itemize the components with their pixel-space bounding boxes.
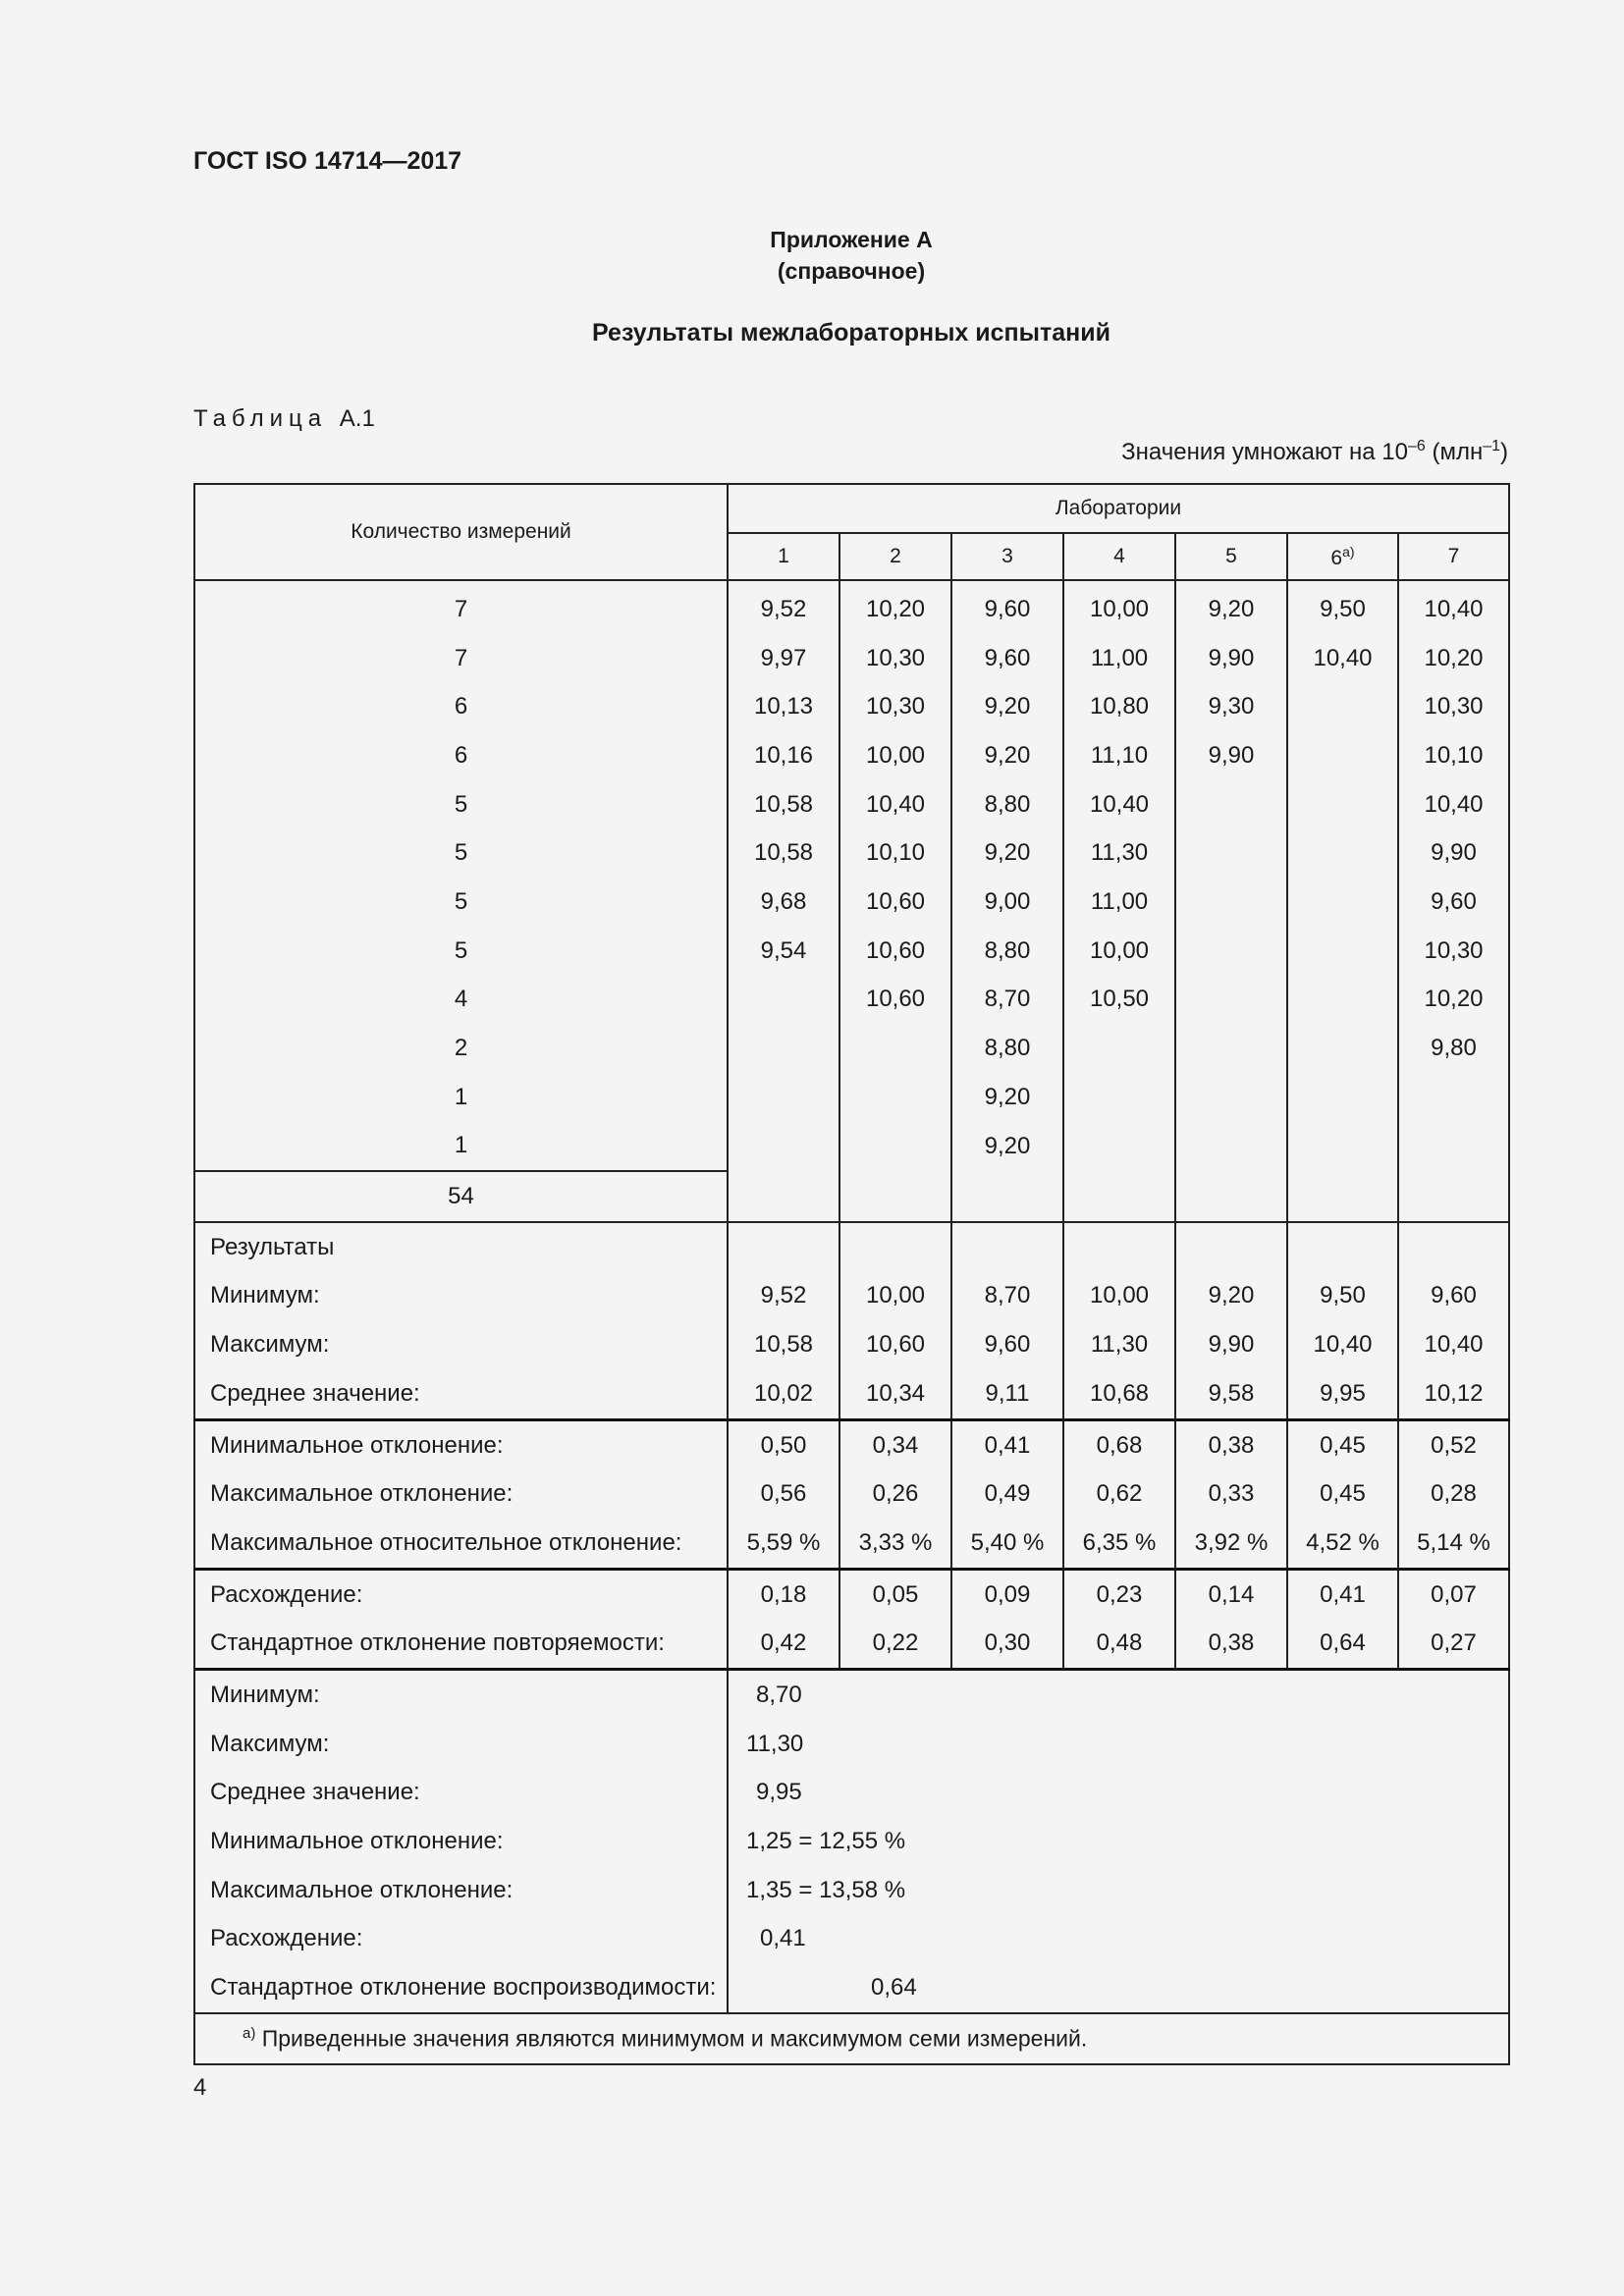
results-label: Результаты	[194, 1222, 728, 1272]
summary-value: 0,41	[760, 1925, 806, 1952]
lab-6-value: 10,40	[1287, 634, 1398, 683]
quantity-column-header: Количество измерений	[194, 484, 728, 580]
lab-5-value	[1175, 780, 1287, 829]
lab-5-value	[1175, 927, 1287, 976]
table-row	[194, 731, 1509, 780]
lab-2-value: 10,60	[839, 976, 951, 1025]
lab-header-2: 2	[839, 533, 951, 580]
stat-row	[194, 1272, 1509, 1321]
lab-3-stat: 0,49	[951, 1469, 1063, 1519]
lab-1-stat: 9,52	[728, 1272, 839, 1321]
lab-6-value	[1287, 731, 1398, 780]
lab-6-value	[1287, 828, 1398, 878]
lab-1-stat: 0,50	[728, 1419, 839, 1469]
lab-header-6	[1287, 533, 1398, 580]
summary-value: 0,64	[871, 1974, 917, 2002]
lab-5-value	[1175, 878, 1287, 927]
lab-1-value: 9,54	[728, 927, 839, 976]
summary-row	[194, 1963, 1509, 2013]
lab-4-empty	[1063, 1222, 1175, 1272]
lab-6-value	[1287, 1122, 1398, 1172]
stat-row	[194, 1469, 1509, 1519]
lab-2-stat: 0,22	[839, 1619, 951, 1669]
lab-4-value: 11,30	[1063, 828, 1175, 878]
lab-5-stat: 0,38	[1175, 1619, 1287, 1669]
lab-2-value: 10,40	[839, 780, 951, 829]
lab-6-value	[1287, 682, 1398, 731]
lab-7-stat: 5,14 %	[1398, 1519, 1509, 1569]
lab-5-empty	[1175, 1171, 1287, 1222]
lab-2-value: 10,30	[839, 634, 951, 683]
lab-6-stat: 9,95	[1287, 1369, 1398, 1419]
stat-label: Минимальное отклонение:	[194, 1419, 728, 1469]
lab-1-stat: 5,59 %	[728, 1519, 839, 1569]
table-row	[194, 878, 1509, 927]
lab-5-value: 9,30	[1175, 682, 1287, 731]
lab-4-stat: 11,30	[1063, 1320, 1175, 1369]
lab-7-stat: 0,28	[1398, 1469, 1509, 1519]
lab-5-value	[1175, 828, 1287, 878]
lab-header-1: 1	[728, 533, 839, 580]
summary-value-cell	[728, 1817, 1509, 1866]
stat-label: Максимальное отклонение:	[194, 1469, 728, 1519]
lab-1-stat: 10,02	[728, 1369, 839, 1419]
page-number: 4	[193, 2074, 207, 2101]
lab-header-7: 7	[1398, 533, 1509, 580]
units-note	[1121, 438, 1508, 466]
stat-row	[194, 1419, 1509, 1469]
measurements-body	[194, 580, 1509, 1222]
lab-5-value: 9,90	[1175, 731, 1287, 780]
measurement-count: 6	[194, 682, 728, 731]
lab-3-value: 8,70	[951, 976, 1063, 1025]
lab-1-value	[728, 1122, 839, 1172]
lab-1-value	[728, 1073, 839, 1122]
lab-3-stat: 9,60	[951, 1320, 1063, 1369]
lab-1-value: 9,52	[728, 580, 839, 634]
lab-header-4: 4	[1063, 533, 1175, 580]
lab-3-value: 9,60	[951, 634, 1063, 683]
lab-4-stat: 0,48	[1063, 1619, 1175, 1669]
measurement-count: 2	[194, 1024, 728, 1073]
lab-5-value	[1175, 1122, 1287, 1172]
lab-4-value: 10,00	[1063, 580, 1175, 634]
lab-1-value: 10,13	[728, 682, 839, 731]
summary-value: 8,70	[756, 1681, 802, 1708]
lab-5-empty	[1175, 1222, 1287, 1272]
lab-1-value	[728, 976, 839, 1025]
lab-6-stat: 10,40	[1287, 1320, 1398, 1369]
appendix-subtitle: (справочное)	[777, 258, 926, 284]
lab-3-value: 9,20	[951, 828, 1063, 878]
measurement-count: 7	[194, 580, 728, 634]
lab-5-value: 9,20	[1175, 580, 1287, 634]
lab-6-empty	[1287, 1222, 1398, 1272]
total-count: 54	[194, 1171, 728, 1222]
lab-7-stat: 0,52	[1398, 1419, 1509, 1469]
lab-5-value	[1175, 976, 1287, 1025]
lab-7-stat: 10,40	[1398, 1320, 1509, 1369]
summary-value-cell	[728, 1769, 1509, 1818]
lab-2-value: 10,00	[839, 731, 951, 780]
measurement-count: 6	[194, 731, 728, 780]
lab-6-value: 9,50	[1287, 580, 1398, 634]
lab-1-value: 9,97	[728, 634, 839, 683]
footnote-text: Приведенные значения являются минимумом и максимумом семи измерений.	[255, 2025, 1088, 2052]
lab-6-value	[1287, 1073, 1398, 1122]
lab-3-value: 9,20	[951, 1073, 1063, 1122]
lab-7-value: 10,20	[1398, 976, 1509, 1025]
lab-5-stat: 9,90	[1175, 1320, 1287, 1369]
total-row	[194, 1171, 1509, 1222]
lab-7-value: 9,90	[1398, 828, 1509, 878]
stat-label: Среднее значение:	[194, 1369, 728, 1419]
stat-label: Максимум:	[194, 1320, 728, 1369]
summary-value: 9,95	[756, 1779, 802, 1806]
lab-2-value	[839, 1024, 951, 1073]
lab-2-stat: 0,34	[839, 1419, 951, 1469]
measurement-count: 1	[194, 1073, 728, 1122]
table-row	[194, 780, 1509, 829]
summary-row	[194, 1866, 1509, 1915]
summary-label: Минимум:	[194, 1670, 728, 1720]
lab-7-value: 10,30	[1398, 682, 1509, 731]
lab-7-value: 9,80	[1398, 1024, 1509, 1073]
summary-value-cell	[728, 1720, 1509, 1769]
table-row	[194, 1122, 1509, 1172]
lab-4-empty	[1063, 1171, 1175, 1222]
document-code: ГОСТ ISO 14714—2017	[193, 147, 462, 175]
measurement-count: 1	[194, 1122, 728, 1172]
lab-5-stat: 9,58	[1175, 1369, 1287, 1419]
stat-label: Минимум:	[194, 1272, 728, 1321]
measurement-count: 5	[194, 780, 728, 829]
appendix-heading	[0, 224, 1624, 287]
lab-5-value	[1175, 1024, 1287, 1073]
stat-row	[194, 1519, 1509, 1569]
units-note-text: Значения умножают на 10	[1121, 439, 1408, 465]
measurement-count: 5	[194, 878, 728, 927]
table-row	[194, 976, 1509, 1025]
lab-7-value: 9,60	[1398, 878, 1509, 927]
measurement-count: 5	[194, 927, 728, 976]
lab-6-stat: 4,52 %	[1287, 1519, 1398, 1569]
lab-5-value: 9,90	[1175, 634, 1287, 683]
lab-4-stat: 0,68	[1063, 1419, 1175, 1469]
lab-4-value: 10,40	[1063, 780, 1175, 829]
lab-4-stat: 6,35 %	[1063, 1519, 1175, 1569]
summary-body	[194, 1670, 1509, 2064]
table-row	[194, 927, 1509, 976]
summary-label: Среднее значение:	[194, 1769, 728, 1818]
lab-6-value	[1287, 976, 1398, 1025]
lab-7-empty	[1398, 1171, 1509, 1222]
lab-3-value: 8,80	[951, 1024, 1063, 1073]
results-heading-row	[194, 1222, 1509, 1272]
table-caption	[193, 405, 375, 433]
lab-2-value: 10,60	[839, 927, 951, 976]
summary-value-cell	[728, 1670, 1509, 1720]
lab-7-value: 10,30	[1398, 927, 1509, 976]
lab-6-empty	[1287, 1171, 1398, 1222]
stat-label: Стандартное отклонение повторяемости:	[194, 1619, 728, 1669]
lab-6-stat: 0,41	[1287, 1569, 1398, 1619]
lab-6-stat: 0,64	[1287, 1619, 1398, 1669]
lab-3-stat: 8,70	[951, 1272, 1063, 1321]
lab-4-stat: 0,23	[1063, 1569, 1175, 1619]
table-caption-number: А.1	[339, 405, 375, 432]
lab-7-value: 10,10	[1398, 731, 1509, 780]
lab-2-value: 10,60	[839, 878, 951, 927]
lab-4-value	[1063, 1024, 1175, 1073]
lab-2-empty	[839, 1222, 951, 1272]
lab-1-value	[728, 1024, 839, 1073]
stat-label: Расхождение:	[194, 1569, 728, 1619]
summary-row	[194, 1817, 1509, 1866]
lab-6-value	[1287, 780, 1398, 829]
lab-1-stat: 0,56	[728, 1469, 839, 1519]
lab-3-value: 9,20	[951, 731, 1063, 780]
lab-5-stat: 3,92 %	[1175, 1519, 1287, 1569]
summary-row	[194, 1769, 1509, 1818]
lab-6-value	[1287, 878, 1398, 927]
lab-1-stat: 0,42	[728, 1619, 839, 1669]
footnote-row	[194, 2013, 1509, 2064]
lab-7-value: 10,40	[1398, 580, 1509, 634]
lab-3-stat: 0,41	[951, 1419, 1063, 1469]
lab-6-stat: 0,45	[1287, 1419, 1398, 1469]
summary-value-cell	[728, 1963, 1509, 2013]
lab-2-stat: 10,60	[839, 1320, 951, 1369]
lab-header-3: 3	[951, 533, 1063, 580]
lab-4-stat: 10,68	[1063, 1369, 1175, 1419]
footnote	[194, 2013, 1509, 2064]
lab-2-value: 10,10	[839, 828, 951, 878]
summary-row	[194, 1720, 1509, 1769]
lab-header-6-note-mark: а)	[1342, 543, 1355, 560]
summary-label: Расхождение:	[194, 1915, 728, 1964]
lab-2-stat: 0,26	[839, 1469, 951, 1519]
summary-label: Максимум:	[194, 1720, 728, 1769]
lab-1-empty	[728, 1171, 839, 1222]
lab-5-stat: 0,33	[1175, 1469, 1287, 1519]
lab-3-value: 9,20	[951, 1122, 1063, 1172]
lab-4-value: 10,80	[1063, 682, 1175, 731]
summary-value: 1,25 = 12,55 %	[746, 1828, 906, 1855]
lab-4-value: 11,00	[1063, 878, 1175, 927]
lab-2-stat: 3,33 %	[839, 1519, 951, 1569]
lab-3-empty	[951, 1171, 1063, 1222]
lab-2-value: 10,20	[839, 580, 951, 634]
table-row	[194, 1024, 1509, 1073]
lab-5-stat: 0,38	[1175, 1419, 1287, 1469]
lab-7-value	[1398, 1073, 1509, 1122]
lab-1-value: 10,58	[728, 780, 839, 829]
lab-2-empty	[839, 1171, 951, 1222]
table-row	[194, 580, 1509, 634]
lab-1-value: 10,58	[728, 828, 839, 878]
lab-4-stat: 0,62	[1063, 1469, 1175, 1519]
table-row	[194, 828, 1509, 878]
table-row	[194, 634, 1509, 683]
table-caption-word: Таблица	[193, 405, 328, 432]
lab-4-value: 11,00	[1063, 634, 1175, 683]
stat-label: Максимальное относительное отклонение:	[194, 1519, 728, 1569]
lab-7-empty	[1398, 1222, 1509, 1272]
lab-5-value	[1175, 1073, 1287, 1122]
units-note-unit-open: (млн	[1425, 439, 1484, 465]
summary-row	[194, 1915, 1509, 1964]
lab-3-stat: 0,30	[951, 1619, 1063, 1669]
lab-7-stat: 10,12	[1398, 1369, 1509, 1419]
summary-value-cell	[728, 1866, 1509, 1915]
lab-3-value: 8,80	[951, 927, 1063, 976]
lab-2-value: 10,30	[839, 682, 951, 731]
summary-label: Стандартное отклонение воспроизводимости:	[194, 1963, 728, 2013]
lab-6-value	[1287, 1024, 1398, 1073]
results-table	[193, 483, 1510, 2065]
lab-3-value: 9,20	[951, 682, 1063, 731]
lab-7-value: 10,40	[1398, 780, 1509, 829]
lab-1-stat: 0,18	[728, 1569, 839, 1619]
statistics-body	[194, 1222, 1509, 1670]
lab-1-empty	[728, 1222, 839, 1272]
lab-2-value	[839, 1073, 951, 1122]
table-row	[194, 1073, 1509, 1122]
lab-3-empty	[951, 1222, 1063, 1272]
lab-4-value	[1063, 1073, 1175, 1122]
lab-7-stat: 9,60	[1398, 1272, 1509, 1321]
lab-header-5: 5	[1175, 533, 1287, 580]
measurement-count: 5	[194, 828, 728, 878]
units-note-exp1: –6	[1407, 438, 1426, 454]
lab-2-stat: 0,05	[839, 1569, 951, 1619]
summary-value-cell	[728, 1915, 1509, 1964]
lab-header-6-label: 6	[1330, 546, 1343, 569]
units-note-exp2: –1	[1483, 438, 1500, 454]
lab-2-stat: 10,00	[839, 1272, 951, 1321]
summary-label: Минимальное отклонение:	[194, 1817, 728, 1866]
lab-4-value	[1063, 1122, 1175, 1172]
lab-7-value	[1398, 1122, 1509, 1172]
summary-label: Максимальное отклонение:	[194, 1866, 728, 1915]
lab-6-stat: 0,45	[1287, 1469, 1398, 1519]
lab-7-value: 10,20	[1398, 634, 1509, 683]
lab-2-stat: 10,34	[839, 1369, 951, 1419]
footnote-mark: а)	[243, 2024, 256, 2042]
lab-2-value	[839, 1122, 951, 1172]
lab-4-value: 10,00	[1063, 927, 1175, 976]
lab-1-value: 10,16	[728, 731, 839, 780]
lab-5-stat: 0,14	[1175, 1569, 1287, 1619]
stat-row	[194, 1619, 1509, 1669]
lab-3-stat: 5,40 %	[951, 1519, 1063, 1569]
labs-column-header: Лаборатории	[728, 484, 1509, 533]
lab-3-stat: 0,09	[951, 1569, 1063, 1619]
table-row	[194, 682, 1509, 731]
measurement-count: 4	[194, 976, 728, 1025]
lab-3-value: 9,60	[951, 580, 1063, 634]
measurement-count: 7	[194, 634, 728, 683]
stat-row	[194, 1320, 1509, 1369]
summary-value: 1,35 = 13,58 %	[746, 1876, 906, 1903]
appendix-title: Приложение А	[770, 227, 933, 252]
lab-3-value: 9,00	[951, 878, 1063, 927]
lab-3-value: 8,80	[951, 780, 1063, 829]
units-note-unit-close: )	[1500, 439, 1508, 465]
lab-3-stat: 9,11	[951, 1369, 1063, 1419]
section-title: Результаты межлабораторных испытаний	[591, 319, 1110, 347]
lab-4-stat: 10,00	[1063, 1272, 1175, 1321]
lab-7-stat: 0,07	[1398, 1569, 1509, 1619]
stat-row	[194, 1569, 1509, 1619]
lab-6-value	[1287, 927, 1398, 976]
lab-1-value: 9,68	[728, 878, 839, 927]
lab-6-stat: 9,50	[1287, 1272, 1398, 1321]
lab-5-stat: 9,20	[1175, 1272, 1287, 1321]
summary-value: 11,30	[746, 1730, 804, 1757]
lab-7-stat: 0,27	[1398, 1619, 1509, 1669]
lab-4-value: 11,10	[1063, 731, 1175, 780]
lab-1-stat: 10,58	[728, 1320, 839, 1369]
stat-row	[194, 1369, 1509, 1419]
lab-4-value: 10,50	[1063, 976, 1175, 1025]
summary-row	[194, 1670, 1509, 1720]
